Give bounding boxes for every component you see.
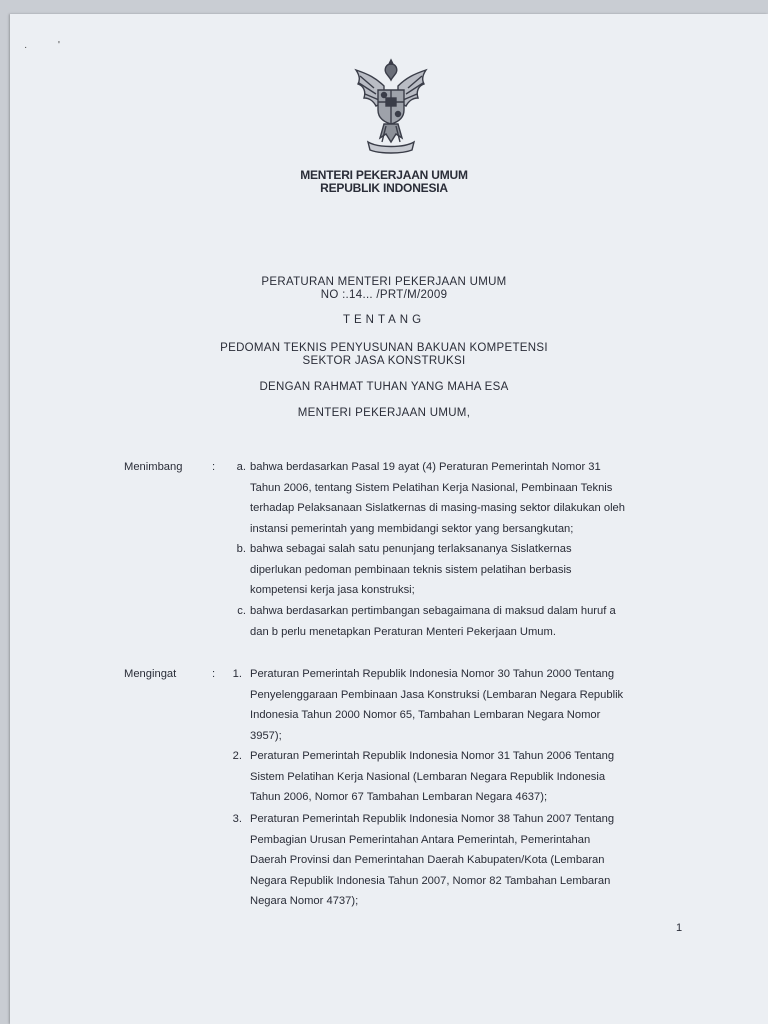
list-item bbox=[250, 539, 670, 601]
text-line: Sistem Pelatihan Kerja Nasional (Lembaran Negara Republik Indonesia bbox=[250, 770, 606, 783]
issuer-line: MENTERI PEKERJAAN UMUM, bbox=[297, 407, 471, 419]
subject-line-1: PEDOMAN TEKNIS PENYUSUNAN BAKUAN KOMPETENSI bbox=[220, 342, 548, 354]
mengingat-colon: : bbox=[212, 668, 216, 680]
list-item bbox=[250, 746, 670, 808]
text-line: diperlukan pedoman pembinaan teknis sistem pelatihan berbasis bbox=[250, 563, 572, 576]
menimbang-label: Menimbang bbox=[124, 461, 183, 473]
list-marker: 2. bbox=[232, 750, 242, 762]
text-line: Peraturan Pemerintah Republik Indonesia Nomor 38 Tahun 2007 Tentang bbox=[250, 813, 615, 825]
text-line: instansi pemerintah yang membidangi sektor yang bersangkutan; bbox=[250, 522, 574, 535]
list-marker: a. bbox=[236, 461, 246, 473]
text-line: Tahun 2006, Nomor 67 Tambahan Lembaran Negara 4637); bbox=[250, 791, 548, 803]
text-line: Penyelenggaraan Pembinaan Jasa Konstruksi (Lembaran Negara Republik bbox=[250, 688, 624, 701]
text-line: terhadap Pelaksanaan Sislatkernas di masing-masing sektor dilakukan oleh bbox=[250, 502, 625, 514]
text-line: Daerah Provinsi dan Pemerintahan Daerah Kabupaten/Kota (Lembaran bbox=[250, 854, 605, 866]
ministry-name: MENTERI PEKERJAAN UMUM bbox=[300, 168, 468, 182]
text-line: bahwa berdasarkan pertimbangan sebagaimana di maksud dalam huruf a bbox=[250, 605, 616, 617]
text-line: Peraturan Pemerintah Republik Indonesia Nomor 31 Tahun 2006 Tentang bbox=[250, 750, 615, 762]
blessing-line: DENGAN RAHMAT TUHAN YANG MAHA ESA bbox=[259, 381, 509, 393]
page-number: 1 bbox=[676, 922, 683, 934]
text-line: Pembagian Urusan Pemerintahan Antara Pemerintah, Pemerintahan bbox=[250, 833, 591, 846]
text-line: Tahun 2006, tentang Sistem Pelatihan Kerja Nasional, Pembinaan Teknis bbox=[250, 481, 613, 494]
text-line: Negara Nomor 4737); bbox=[250, 895, 359, 907]
list-marker: 3. bbox=[232, 813, 242, 825]
regulation-number: NO :.14... /PRT/M/2009 bbox=[320, 289, 448, 301]
country-name: REPUBLIK INDONESIA bbox=[320, 181, 448, 195]
text-line: bahwa sebagai salah satu penunjang terlaksananya Sislatkernas bbox=[250, 543, 572, 555]
subject-line-2: SEKTOR JASA KONSTRUKSI bbox=[302, 355, 466, 367]
text-line: Negara Republik Indonesia Tahun 2007, Nomor 82 Tambahan Lembaran bbox=[250, 874, 611, 887]
text-line: Peraturan Pemerintah Republik Indonesia Nomor 30 Tahun 2000 Tentang bbox=[250, 668, 615, 680]
list-marker: b. bbox=[236, 543, 246, 555]
text-line: Indonesia Tahun 2000 Nomor 65, Tambahan Lembaran Negara Nomor bbox=[250, 709, 601, 721]
list-item bbox=[250, 457, 670, 539]
list-item bbox=[250, 809, 670, 912]
mengingat-label: Mengingat bbox=[124, 668, 177, 680]
scan-speck: · bbox=[24, 42, 28, 53]
tentang-heading: TENTANG bbox=[342, 314, 426, 326]
list-marker: c. bbox=[237, 605, 246, 617]
scan-speck: ' bbox=[58, 40, 60, 51]
list-marker: 1. bbox=[232, 668, 242, 680]
menimbang-colon: : bbox=[212, 461, 216, 473]
text-line: bahwa berdasarkan Pasal 19 ayat (4) Peraturan Pemerintah Nomor 31 bbox=[250, 461, 601, 473]
text-line: kompetensi kerja jasa konstruksi; bbox=[250, 584, 415, 596]
garuda-emblem-icon bbox=[346, 56, 436, 156]
list-item bbox=[250, 664, 670, 746]
text-line: dan b perlu menetapkan Peraturan Menteri Pekerjaan Umum. bbox=[250, 625, 556, 638]
regulation-title: PERATURAN MENTERI PEKERJAAN UMUM bbox=[261, 276, 507, 288]
list-item bbox=[250, 601, 670, 642]
text-line: 3957); bbox=[250, 729, 282, 742]
